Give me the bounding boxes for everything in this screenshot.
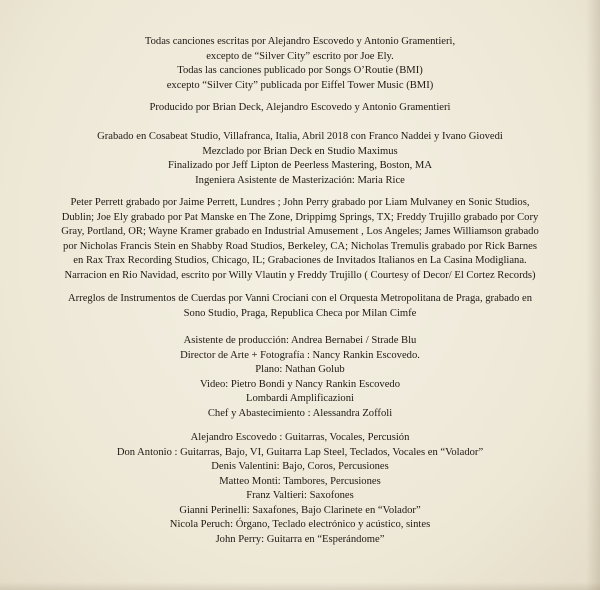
credit-line: Narracion en Rio Navidad, escrito por Willy Vlautin y Freddy Trujillo ( Courtesy of Decor/ El Cortez Records) <box>64 269 536 281</box>
strings-credits <box>0 292 600 321</box>
page-bottom-shadow <box>0 582 600 590</box>
credit-line: Peter Perrett grabado por Jaime Perrett, Lundres ; John Perry grabado por Liam Mulvaney en Sonic Studios, <box>70 197 530 208</box>
credit-line: Producido por Brian Deck, Alejandro Escovedo y Antonio Gramentieri <box>149 102 451 113</box>
recording-credits <box>0 130 600 188</box>
credit-line: por Nicholas Francis Stein en Shabby Road Studios, Berkeley, CA; Nicholas Tremulis grabado por Rick Barnes <box>63 240 537 252</box>
credit-line: Plano: Nathan Golub <box>255 364 345 375</box>
credit-line: Todas canciones escritas por Alejandro Escovedo y Antonio Gramentieri, <box>144 36 456 47</box>
songwriting-credits <box>0 35 600 93</box>
credit-line: Director de Arte + Fotografía : Nancy Rankin Escovedo. <box>180 349 420 361</box>
credit-line: John Perry: Guitarra en “Esperándome” <box>215 533 385 545</box>
page-edge-shadow <box>586 0 600 590</box>
credit-line: Don Antonio : Guitarras, Bajo, VI, Guitarra Lap Steel, Teclados, Vocales en “Volador” <box>116 446 484 458</box>
credit-line: Finalizado por Jeff Lipton de Peerless Mastering, Boston, MA <box>167 160 433 171</box>
credit-line: Arreglos de Instrumentos de Cuerdas por Vanni Crociani con el Orquesta Metropolitana de Praga, grabado en <box>67 293 533 304</box>
credit-line: Mezclado por Brian Deck en Studio Maximus <box>202 145 398 157</box>
credit-line: Sono Studio, Praga, Republica Checa por Milan Cimfe <box>183 307 417 319</box>
credit-line: excepto “Silver City” publicada por Eiffel Tower Music (BMI) <box>166 79 434 91</box>
credit-line: Asistente de producción: Andrea Bernabei / Strade Blu <box>183 335 417 346</box>
credit-line: Lombardi Amplificazioni <box>246 393 354 404</box>
credit-line: Grabado en Cosabeat Studio, Villafranca, Italia, Abril 2018 con Franco Naddei y Ivano Giovedi <box>97 131 503 142</box>
credit-line: Dublin; Joe Ely grabado por Pat Manske en The Zone, Drippimg Springs, TX; Freddy Trujillo grabado por Cory <box>61 211 539 223</box>
credit-line: Ingeniera Asistente de Masterización: Maria Rice <box>195 174 405 186</box>
guest-recording-credits <box>0 196 600 283</box>
credit-line: Gianni Perinelli: Saxafones, Bajo Clarinete en “Volador” <box>179 504 421 516</box>
credit-line: excepto de “Silver City” escrito por Joe Ely. <box>206 50 394 62</box>
credit-line: Todas las canciones publicado por Songs O’Routie (BMI) <box>177 65 423 76</box>
staff-credits <box>0 334 600 421</box>
credit-line: Gray, Portland, OR; Wayne Kramer grabado en Industrial Amusement , Los Angeles; James Williamson grabado <box>61 226 539 237</box>
production-credits <box>0 101 600 116</box>
credit-line: Denis Valentini: Bajo, Coros, Percusiones <box>211 461 389 472</box>
credit-line: en Rax Trax Recording Studios, Chicago, IL; Grabaciones de Invitados Italianos en La Casina Modigliana. <box>73 255 527 266</box>
credit-line: Nicola Peruch: Órgano, Teclado electrónico y acústico, sintes <box>169 519 431 530</box>
credit-line: Alejandro Escovedo : Guitarras, Vocales, Percusión <box>190 432 410 443</box>
credit-line: Chef y Abastecimiento : Alessandra Zoffoli <box>207 407 393 419</box>
musician-credits <box>0 431 600 547</box>
credit-line: Franz Valtieri: Saxofones <box>246 490 354 501</box>
credit-line: Matteo Monti: Tambores, Percusiones <box>219 475 381 487</box>
credit-line: Video: Pietro Bondi y Nancy Rankin Escovedo <box>199 378 401 390</box>
